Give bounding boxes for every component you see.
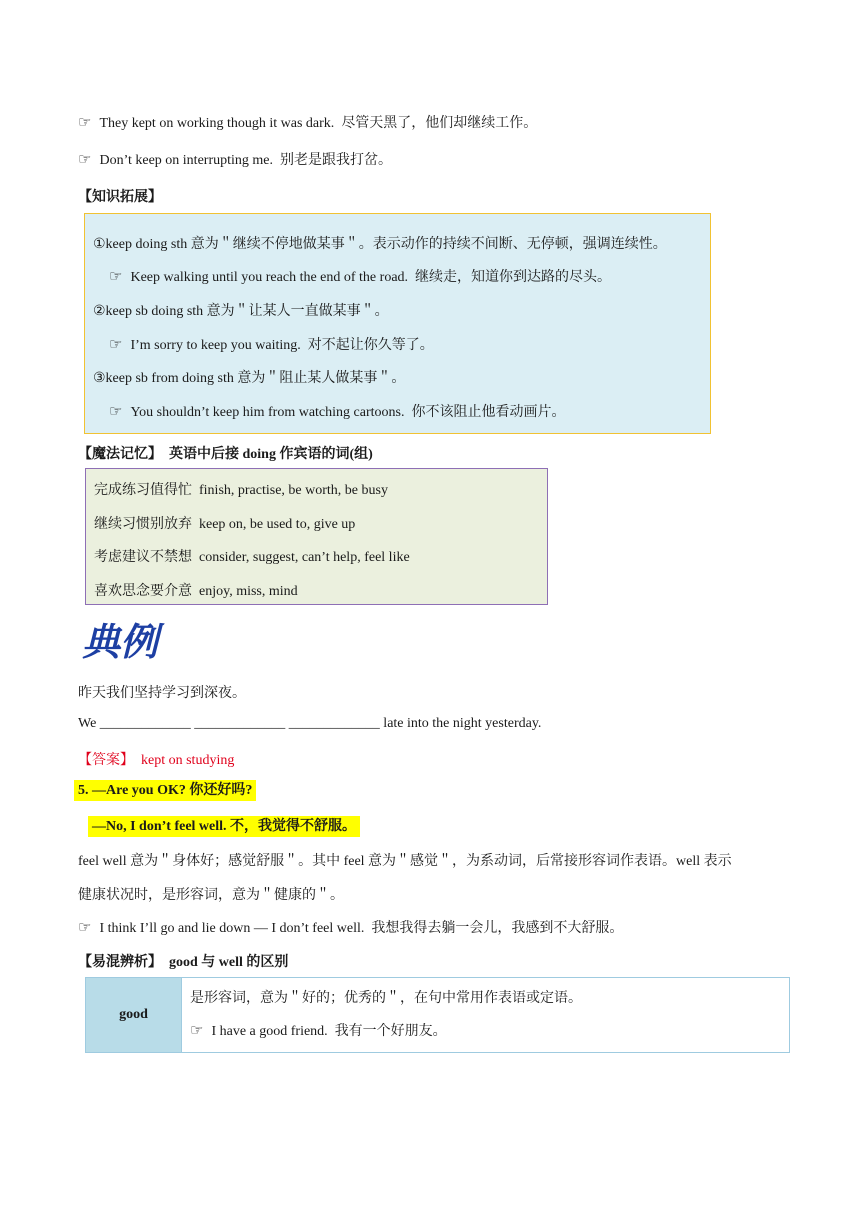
knowledge-rule-2: ②keep sb doing sth 意为＂让某人一直做某事＂。 (93, 304, 389, 319)
typical-example-logo-text: 典例 (82, 619, 159, 663)
pointing-hand-icon: ☞ (109, 404, 123, 420)
example-zh: 对不起让你久等了。 (307, 338, 434, 353)
example-en: I have a good friend. (211, 1024, 328, 1039)
example-en: They kept on working though it was dark. (99, 116, 335, 131)
confusion-heading-row (78, 951, 288, 971)
example-zh: 继续走，知道你到达路的尽头。 (415, 270, 612, 285)
magic-row (94, 580, 298, 600)
explain-line-2: 健康状况时，是形容词，意为＂健康的＂。 (78, 888, 344, 903)
example-en: Don’t keep on interrupting me. (99, 153, 273, 168)
magic-heading: 【魔法记忆】 (78, 447, 162, 462)
section-5-line-1: 5. —Are you OK? 你还好吗? (74, 780, 256, 801)
magic-subheading: 英语中后接 doing 作宾语的词(组) (169, 447, 373, 462)
magic-row (94, 479, 388, 499)
example-en: Keep walking until you reach the end of the road. (130, 270, 409, 285)
example-line-1 (78, 112, 537, 132)
knowledge-heading: 【知识拓展】 (78, 190, 162, 205)
magic-row-en: consider, suggest, can’t help, feel like (199, 550, 410, 565)
magic-row-zh: 喜欢思念要介意 (94, 584, 192, 599)
pointing-hand-icon: ☞ (78, 115, 92, 131)
magic-heading-row (78, 443, 373, 463)
confusion-subheading: good 与 well 的区别 (169, 955, 289, 970)
knowledge-box (84, 213, 711, 434)
magic-row-en: keep on, be used to, give up (199, 517, 356, 532)
example-zh: 我有一个好朋友。 (334, 1024, 447, 1039)
answer-text: kept on studying (141, 753, 235, 768)
comparison-term-cell (86, 978, 182, 1052)
pointing-hand-icon: ☞ (109, 337, 123, 353)
section-5-reply (88, 815, 360, 835)
answer-label: 【答案】 (78, 753, 134, 768)
magic-row (94, 546, 410, 566)
example-line-2 (78, 149, 392, 169)
example-zh: 别老是跟我打岔。 (280, 153, 392, 168)
magic-row (94, 513, 355, 533)
example-zh: 我想我得去躺一会儿，我感到不大舒服。 (371, 921, 624, 936)
knowledge-rule-3: ③keep sb from doing sth 意为＂阻止某人做某事＂。 (93, 371, 406, 386)
pointing-hand-icon: ☞ (109, 269, 123, 285)
comparison-desc-cell (182, 978, 789, 1052)
magic-row-zh: 完成练习值得忙 (94, 483, 192, 498)
section-5-title (74, 779, 256, 799)
knowledge-example-1 (109, 266, 611, 286)
example-en: You shouldn’t keep him from watching cartoons. (130, 405, 405, 420)
example-zh: 你不该阻止他看动画片。 (411, 405, 566, 420)
typical-example-logo (80, 617, 170, 663)
magic-box (85, 468, 548, 605)
comparison-desc: 是形容词，意为＂好的；优秀的＂，在句中常用作表语或定语。 (190, 991, 582, 1006)
answer-line (78, 749, 234, 769)
pointing-hand-icon: ☞ (190, 1023, 204, 1039)
example-en: I think I’ll go and lie down — I don’t feel well. (99, 921, 365, 936)
magic-row-en: enjoy, miss, mind (199, 584, 298, 599)
confusion-heading: 【易混辨析】 (78, 955, 162, 970)
magic-row-en: finish, practise, be worth, be busy (199, 483, 388, 498)
comparison-example (190, 1020, 447, 1040)
knowledge-example-3 (109, 401, 565, 421)
pointing-hand-icon: ☞ (78, 920, 92, 936)
exercise-sentence: We _____________ _____________ _____________ late into the night yesterday. (78, 716, 542, 731)
knowledge-example-2 (109, 334, 434, 354)
section-5-example (78, 917, 623, 937)
explain-line-1: feel well 意为＂身体好；感觉舒服＂。其中 feel 意为＂感觉＂，为系动词，后常接形容词作表语。well 表示 (78, 854, 732, 869)
magic-row-zh: 考虑建议不禁想 (94, 550, 192, 565)
magic-row-zh: 继续习惯别放弃 (94, 517, 192, 532)
section-5-line-2: —No, I don’t feel well. 不，我觉得不舒服。 (88, 816, 360, 837)
pointing-hand-icon: ☞ (78, 152, 92, 168)
comparison-table (85, 977, 790, 1053)
exercise-prompt: 昨天我们坚持学习到深夜。 (78, 686, 246, 701)
example-zh: 尽管天黑了，他们却继续工作。 (341, 116, 538, 131)
comparison-term: good (119, 1007, 148, 1022)
example-en: I’m sorry to keep you waiting. (130, 338, 301, 353)
knowledge-rule-1: ①keep doing sth 意为＂继续不停地做某事＂。表示动作的持续不间断、无停顿，强调连续性。 (93, 237, 667, 252)
